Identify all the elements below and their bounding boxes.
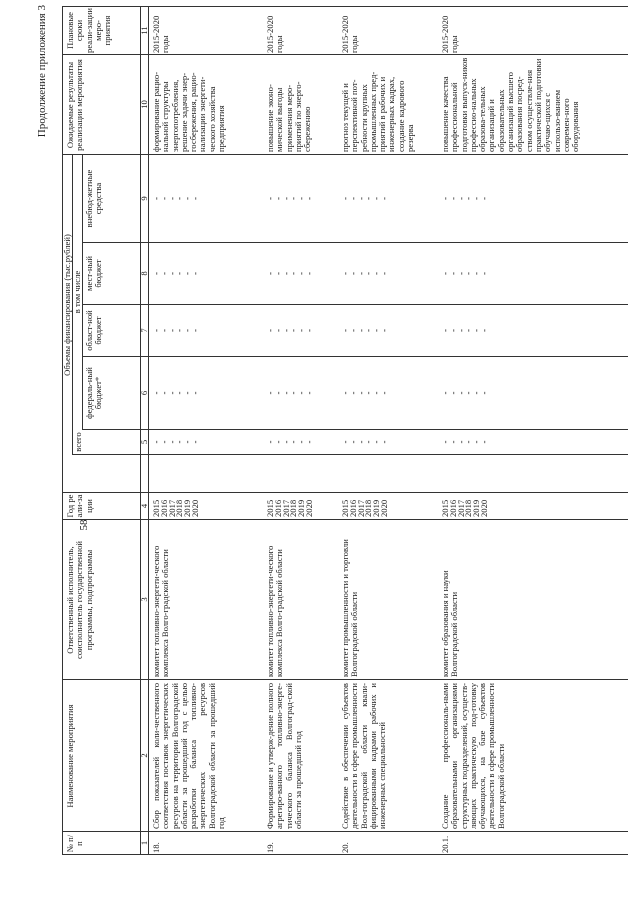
offbudget-values	[442, 155, 489, 242]
dash: -	[303, 197, 314, 200]
dash: -	[347, 272, 358, 275]
year-2015: 2015	[265, 499, 275, 517]
colnum-7: 7	[139, 328, 149, 333]
dash: -	[347, 197, 358, 200]
row-number: 20.	[340, 842, 350, 853]
dash: -	[478, 197, 489, 200]
dash: -	[182, 197, 193, 200]
dash: -	[455, 391, 466, 395]
dash: -	[340, 391, 350, 395]
year-2016: 2016	[272, 499, 283, 517]
dash: -	[151, 197, 161, 200]
dash: -	[440, 440, 450, 444]
row-result: повышение качества профессиональной подготовки выпуск-ников профессио-нальных образова-тельных организаций и образовательных организаций высшего образования посред-ством осуществле-ния практической подготовки обучаю-щихся с использо-ванием современ-ного оборудования	[440, 57, 581, 152]
row-executor: комитет топливно-энергети-ческого комплекса Волго-градской области	[151, 545, 171, 677]
dash: -	[371, 329, 382, 332]
year-2020: 2020	[189, 499, 200, 517]
colnum-6: 6	[139, 390, 149, 396]
dash: -	[478, 272, 489, 275]
dash: -	[463, 440, 474, 444]
year-2016: 2016	[447, 499, 458, 517]
dash: -	[303, 272, 314, 275]
year-2017: 2017	[455, 499, 466, 517]
header-federal: федераль-ный бюджет*	[84, 367, 104, 419]
colnum-11: 11	[139, 26, 149, 35]
dash: -	[378, 440, 389, 444]
header-including: в том числе	[72, 270, 82, 314]
dash: -	[447, 391, 458, 395]
dash: -	[378, 391, 389, 395]
page-number: 58	[78, 519, 90, 531]
dash: -	[340, 440, 350, 444]
dash: -	[371, 391, 382, 395]
dash: -	[174, 329, 185, 332]
dash: -	[378, 329, 389, 332]
dash: -	[280, 440, 291, 444]
dash: -	[166, 197, 177, 200]
dash: -	[478, 391, 489, 395]
dash: -	[447, 329, 458, 332]
dash: -	[174, 440, 185, 444]
dash: -	[371, 197, 382, 200]
row-deadline: 2015-2020 годы	[440, 15, 460, 53]
year-2016: 2016	[347, 499, 358, 517]
row-result: повышение эконо-мической выгоды применения меро-приятий по энерго-сбережению	[265, 81, 313, 152]
dash: -	[288, 197, 299, 200]
local-values	[442, 243, 489, 304]
dash: -	[280, 329, 291, 332]
dash: -	[174, 272, 185, 275]
row-years	[153, 493, 200, 517]
dash: -	[189, 391, 200, 395]
year-2019: 2019	[182, 499, 193, 517]
dash: -	[347, 391, 358, 395]
dash: -	[272, 440, 283, 444]
dash: -	[166, 391, 177, 395]
dash: -	[288, 329, 299, 332]
year-2018: 2018	[288, 499, 299, 517]
local-values	[153, 243, 200, 304]
dash: -	[440, 329, 450, 332]
dash: -	[463, 272, 474, 275]
header-offbudget: внебюд-жетные средства	[84, 169, 104, 228]
total-values	[267, 430, 314, 454]
dash: -	[272, 272, 283, 275]
row-deadline: 2015-2020 годы	[151, 15, 171, 53]
col-border-5	[72, 454, 628, 455]
dash: -	[158, 329, 169, 332]
dash: -	[455, 440, 466, 444]
year-2015: 2015	[440, 499, 450, 517]
dash: -	[272, 197, 283, 200]
dash: -	[296, 197, 307, 200]
federal-values	[342, 357, 389, 429]
header-executor: Ответственный исполнитель, соисполнитель государственной программы, подпрограммы	[65, 541, 94, 659]
year-2020: 2020	[378, 499, 389, 517]
dash: -	[280, 272, 291, 275]
dash: -	[166, 329, 177, 332]
dash: -	[363, 391, 374, 395]
colnum-9: 9	[139, 196, 149, 201]
dash: -	[440, 272, 450, 275]
regional-values	[342, 305, 389, 356]
dash: -	[371, 272, 382, 275]
header-regional: област-ной бюджет	[84, 310, 104, 351]
dash: -	[288, 440, 299, 444]
year-2017: 2017	[355, 499, 366, 517]
dash: -	[363, 329, 374, 332]
dash: -	[288, 391, 299, 395]
dash: -	[447, 197, 458, 200]
year-2019: 2019	[371, 499, 382, 517]
dash: -	[463, 329, 474, 332]
year-2020: 2020	[478, 499, 489, 517]
header-local: мест-ный бюджет	[84, 256, 104, 291]
dash: -	[189, 329, 200, 332]
dash: -	[189, 440, 200, 444]
row-name: Формирование и утверж-дение полного агрегиро-ванного топливно-энерге-тического баланса Волгоград-ской области за прошедший год	[265, 683, 303, 829]
regional-values	[442, 305, 489, 356]
dash: -	[363, 197, 374, 200]
federal-values	[267, 357, 314, 429]
row-deadline: 2015-2020 годы	[265, 15, 285, 53]
row-years	[442, 493, 489, 517]
row-executor: комитет промышленности и торговли Волгоградской области	[340, 539, 360, 677]
year-2019: 2019	[471, 499, 482, 517]
header-deadlines: Плановые сроки реали-зации меро-приятия	[65, 8, 113, 53]
row-result: прогноз текущей и перспективной пот-ребности крупных промышленных пред-приятий в рабочих и инженерных кадрах, создание кадрового резерва	[340, 71, 416, 152]
offbudget-values	[153, 155, 200, 242]
colnum-2: 2	[139, 753, 149, 758]
year-2017: 2017	[166, 499, 177, 517]
dash: -	[296, 440, 307, 444]
header-funding: Объемы финансирования (тыс.рублей)	[62, 234, 72, 376]
year-2018: 2018	[363, 499, 374, 517]
dash: -	[174, 197, 185, 200]
dash: -	[280, 391, 291, 395]
dash: -	[440, 197, 450, 200]
row-executor: комитет образования и науки Волгоградской области	[440, 570, 460, 677]
dash: -	[174, 391, 185, 395]
dash: -	[182, 440, 193, 444]
dash: -	[158, 272, 169, 275]
dash: -	[166, 440, 177, 444]
row-number: 20.1.	[440, 835, 450, 853]
year-2019: 2019	[296, 499, 307, 517]
dash: -	[347, 329, 358, 332]
colnum-8: 8	[139, 271, 149, 276]
dash: -	[471, 329, 482, 332]
total-values	[442, 430, 489, 454]
header-year: Год реали-зации	[65, 494, 94, 518]
year-2015: 2015	[340, 499, 350, 517]
row-result: формирование рацио-нальной структуры энергопотребления, решение задачи энер-госбережения, рацио-нализации энергети-ческого хозяйства предприятия	[151, 71, 227, 152]
row-number: 18.	[151, 842, 161, 853]
dash: -	[471, 391, 482, 395]
dash: -	[296, 329, 307, 332]
dash: -	[151, 272, 161, 275]
dash: -	[303, 440, 314, 444]
dash: -	[455, 272, 466, 275]
dash: -	[189, 197, 200, 200]
offbudget-values	[342, 155, 389, 242]
dash: -	[355, 391, 366, 395]
regional-values	[267, 305, 314, 356]
dash: -	[471, 272, 482, 275]
row-name: Содействие в обеспечении субъектов деятельности в сфере промышленности Вол-гоградской области квали-фицированными кадрами рабочих и инженерных специальностей	[340, 683, 388, 829]
dash: -	[182, 391, 193, 395]
dash: -	[447, 272, 458, 275]
local-values	[267, 243, 314, 304]
dash: -	[463, 391, 474, 395]
dash: -	[471, 197, 482, 200]
dash: -	[471, 440, 482, 444]
regional-values	[153, 305, 200, 356]
dash: -	[166, 272, 177, 275]
row-deadline: 2015-2020 годы	[340, 15, 360, 53]
dash: -	[296, 272, 307, 275]
header-name: Наименование мероприятия	[65, 704, 75, 808]
dash: -	[151, 440, 161, 444]
colnum-10: 10	[139, 100, 149, 109]
dash: -	[151, 329, 161, 332]
row-years	[342, 493, 389, 517]
dash: -	[296, 391, 307, 395]
row-name: Создание профессиональ-ными образовательными организациями структурных подразделений, осуществ-ляющих практическую под-готовку обучающихся, на базе субъектов деятельности в сфере промышленности Волгоградской области	[440, 683, 506, 829]
row-number: 19.	[265, 842, 275, 853]
dash: -	[340, 197, 350, 200]
dash: -	[265, 391, 275, 395]
dash: -	[363, 440, 374, 444]
dash: -	[378, 272, 389, 275]
dash: -	[447, 440, 458, 444]
dash: -	[463, 197, 474, 200]
dash: -	[189, 272, 200, 275]
dash: -	[151, 391, 161, 395]
colnum-3: 3	[139, 597, 149, 602]
dash: -	[272, 329, 283, 332]
dash: -	[158, 440, 169, 444]
header-total: всего	[73, 432, 83, 452]
dash: -	[455, 197, 466, 200]
dash: -	[371, 440, 382, 444]
dash: -	[280, 197, 291, 200]
dash: -	[355, 197, 366, 200]
colnum-1: 1	[139, 840, 149, 846]
offbudget-values	[267, 155, 314, 242]
header-num: № п/п	[65, 834, 85, 853]
dash: -	[265, 440, 275, 444]
row-name: Сбор показателей коли-чественного соответствия поставок энергетических ресурсов на территории Волгоградской области за прошедший год с целью разработки баланса топливно-энергетических ресурсов Волгоградской области за прошедший год	[151, 683, 227, 829]
dash: -	[378, 197, 389, 200]
federal-values	[153, 357, 200, 429]
dash: -	[363, 272, 374, 275]
year-2020: 2020	[303, 499, 314, 517]
dash: -	[355, 329, 366, 332]
dash: -	[272, 391, 283, 395]
total-values	[153, 430, 200, 454]
colnum-4: 4	[139, 503, 149, 509]
dash: -	[158, 197, 169, 200]
dash: -	[347, 440, 358, 444]
dash: -	[288, 272, 299, 275]
year-2018: 2018	[174, 499, 185, 517]
dash: -	[340, 329, 350, 332]
dash: -	[265, 329, 275, 332]
dash: -	[265, 197, 275, 200]
dash: -	[182, 272, 193, 275]
total-values	[342, 430, 389, 454]
row-executor: комитет топливно-энергети-ческого комплекса Волго-градской области	[265, 545, 285, 677]
dash: -	[340, 272, 350, 275]
dash: -	[355, 272, 366, 275]
col-border-0	[62, 854, 628, 855]
year-2015: 2015	[151, 499, 161, 517]
continuation-title: Продолжение приложения 3	[36, 5, 48, 138]
year-2018: 2018	[463, 499, 474, 517]
colnum-5: 5	[139, 439, 149, 445]
dash: -	[182, 329, 193, 332]
dash: -	[158, 391, 169, 395]
dash: -	[265, 272, 275, 275]
row-years	[267, 493, 314, 517]
federal-values	[442, 357, 489, 429]
dash: -	[303, 329, 314, 332]
dash: -	[478, 329, 489, 332]
dash: -	[440, 391, 450, 395]
dash: -	[455, 329, 466, 332]
year-2016: 2016	[158, 499, 169, 517]
dash: -	[478, 440, 489, 444]
header-results: Ожидаемые результаты реализации мероприятия	[65, 59, 85, 151]
year-2017: 2017	[280, 499, 291, 517]
dash: -	[303, 391, 314, 395]
dash: -	[355, 440, 366, 444]
local-values	[342, 243, 389, 304]
